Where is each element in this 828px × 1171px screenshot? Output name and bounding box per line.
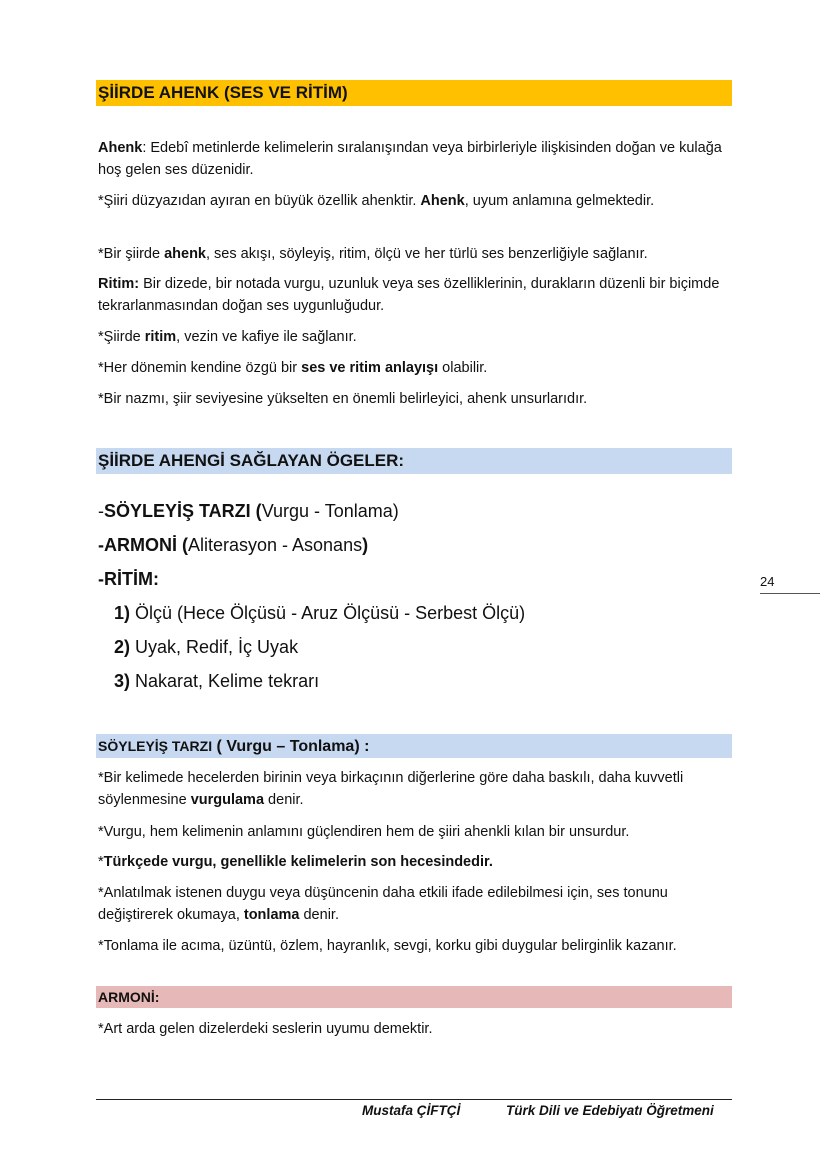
term: Ahenk [420, 193, 465, 209]
text: : Edebî metinlerde kelimelerin sıralanışından veya birbirleriyle ilişkisinden doğan ve kulağa hoş gelen ses düzenidir. [98, 140, 722, 178]
term: tonlama [243, 907, 300, 923]
paragraph-vurgu: *Vurgu, hem kelimenin anlamını güçlendiren hem de şiiri ahenkli kılan bir unsurdur. [98, 824, 630, 840]
paragraph-tonlama [98, 882, 728, 926]
paragraph-donem [98, 357, 728, 379]
paragraph-ahenk-sources [98, 243, 728, 265]
sub-text: Nakarat, Kelime tekrarı [130, 671, 320, 691]
item-text: Aliterasyon - Asonans [187, 535, 363, 555]
sub-item-uyak [98, 630, 525, 664]
paragraph-tonlama-duygu: *Tonlama ile acıma, üzüntü, özlem, hayranlık, sevgi, korku gibi duygular belirginlik kazanır. [98, 938, 677, 954]
text: , vezin ve kafiye ile sağlanır. [176, 329, 357, 345]
text: *Şiiri düzyazıdan ayıran en büyük özellik ahenktir. [98, 193, 421, 209]
page-number: 24 [760, 574, 820, 594]
item-close: ) [362, 535, 369, 555]
section-heading-ahenk: ŞİİRDE AHENK (SES VE RİTİM) [96, 80, 732, 106]
sub-number: 1) [114, 603, 131, 623]
term-ritim: Ritim: [98, 276, 140, 292]
section-heading-soyleyis [96, 734, 732, 758]
item-label: SÖYLEYİŞ TARZI ( [104, 501, 262, 521]
paragraph-ritim-vezin [98, 326, 728, 348]
dash: - [98, 501, 104, 521]
term: ses ve ritim anlayışı [301, 360, 439, 376]
heading-part: SÖYLEYİŞ TARZI [98, 738, 213, 754]
text: *Bir şiirde [98, 246, 165, 262]
paragraph-ahenk-definition [98, 137, 728, 181]
section-heading-armoni: ARMONİ: [96, 986, 732, 1008]
heading-part: ( Vurgu – Tonlama) : [212, 738, 370, 755]
sub-text: Uyak, Redif, İç Uyak [130, 637, 299, 657]
item-label: -RİTİM: [98, 569, 159, 589]
text: *Anlatılmak istenen duygu veya düşüncenin daha etkili ifade edilebilmesi için, ses tonunu değiştirerek okumaya, [98, 885, 668, 923]
list-item-ritim [98, 562, 525, 596]
text: *Bir kelimede hecelerden birinin veya birkaçının diğerlerine göre daha baskılı, daha kuvvetli söylenmesine [98, 770, 684, 808]
sub-item-olcu [98, 596, 525, 630]
text: * [98, 854, 104, 870]
paragraph-armoni: *Art arda gelen dizelerdeki seslerin uyumu demektir. [98, 1021, 433, 1037]
text: *Her dönemin kendine özgü bir [98, 360, 302, 376]
paragraph-turkce-vurgu [98, 851, 728, 873]
paragraph-nazim: *Bir nazmı, şiir seviyesine yükselten en önemli belirleyici, ahenk unsurlarıdır. [98, 391, 588, 407]
text: denir. [299, 907, 339, 923]
list-item-soyleyis [98, 494, 525, 528]
list-item-armoni [98, 528, 525, 562]
sub-number: 3) [114, 671, 131, 691]
paragraph-ahenk-feature [98, 190, 728, 212]
footer-divider [96, 1099, 732, 1100]
sub-text: Ölçü (Hece Ölçüsü - Aruz Ölçüsü - Serbest Ölçü) [130, 603, 526, 623]
item-label: -ARMONİ ( [98, 535, 188, 555]
item-text: Vurgu - Tonlama) [261, 501, 399, 521]
footer-role: Türk Dili ve Edebiyatı Öğretmeni [506, 1103, 714, 1118]
text: Bir dizede, bir notada vurgu, uzunluk veya ses özelliklerinin, durakların düzenli bir biçimde tekrarlanmasından doğan ses uygunluğudur. [98, 276, 720, 314]
paragraph-ritim-definition [98, 273, 728, 317]
section-heading-ogeler: ŞİİRDE AHENGİ SAĞLAYAN ÖGELER: [96, 448, 732, 474]
text: denir. [264, 792, 304, 808]
footer-author: Mustafa ÇİFTÇİ [362, 1103, 461, 1118]
text: olabilir. [438, 360, 488, 376]
text: *Şiirde [98, 329, 145, 345]
term: vurgulama [190, 792, 265, 808]
paragraph-vurgulama [98, 767, 728, 811]
term: Türkçede vurgu, genellikle kelimelerin son hecesindedir. [103, 854, 493, 870]
sub-item-nakarat [98, 664, 525, 698]
sub-number: 2) [114, 637, 131, 657]
term: ritim [144, 329, 177, 345]
elements-list [98, 494, 525, 698]
text: , ses akışı, söyleyiş, ritim, ölçü ve her türlü ses benzerliğiyle sağlanır. [206, 246, 648, 262]
term-ahenk: Ahenk [98, 140, 143, 156]
term: ahenk [164, 246, 206, 262]
text: , uyum anlamına gelmektedir. [464, 193, 655, 209]
